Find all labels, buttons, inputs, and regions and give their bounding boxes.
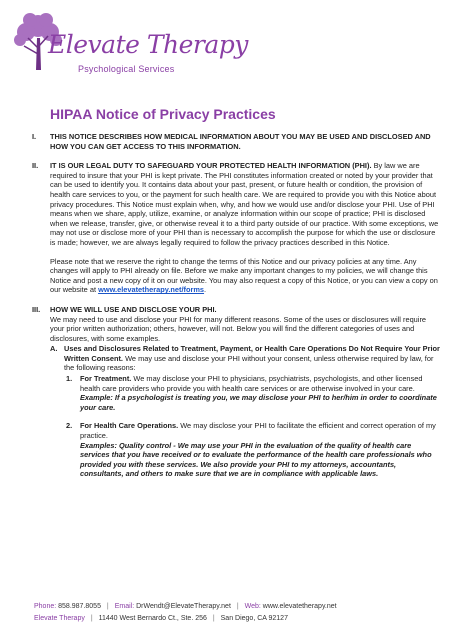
subsection-text: We may use and disclose your PHI without your consent, unless otherwise required by law, for the following reasons:: [64, 353, 434, 373]
section-number: III.: [32, 304, 41, 314]
footer-name: Elevate Therapy: [34, 615, 85, 622]
separator: |: [236, 603, 239, 610]
item-paragraph: [80, 421, 440, 440]
section-3: [30, 305, 440, 479]
list-item: [64, 421, 440, 479]
email-value[interactable]: DrWendt@ElevateTherapy.net: [136, 603, 231, 610]
section-heading: THIS NOTICE DESCRIBES HOW MEDICAL INFORMATION ABOUT YOU MAY BE USED AND DISCLOSED AND HOW YOU CAN GET ACCESS TO THIS INFORMATION.: [50, 132, 431, 151]
section-2: [30, 161, 440, 295]
email-label: Email:: [114, 603, 135, 610]
footer-address: 11440 West Bernardo Ct., Ste. 256: [98, 615, 207, 622]
subsection-heading: Uses and Disclosures Related to Treatment, Payment, or Health Care Operations Do Not Require Your Prior Written Consent.: [64, 344, 440, 363]
section-paragraph: [50, 161, 440, 247]
item-text: We may disclose your PHI to facilitate the efficient and correct operation of my practice.: [80, 421, 436, 441]
period: .: [204, 285, 207, 295]
page-footer: [34, 601, 337, 625]
section-number: I.: [32, 132, 37, 141]
web-label: Web:: [244, 603, 261, 610]
item-example: Example: If a psychologist is treating you, we may disclose your PHI to her/him in order to coordinate your care.: [80, 393, 437, 412]
phone-value: 858.987.8055: [58, 603, 101, 610]
list-item: [64, 374, 440, 412]
web-value[interactable]: www.elevatetherapy.net: [262, 603, 337, 610]
item-heading: For Treatment.: [80, 374, 132, 384]
document-body: [30, 132, 440, 489]
separator: |: [90, 615, 93, 622]
forms-link[interactable]: www.elevatetherapy.net/forms: [98, 285, 205, 295]
page-title: HIPAA Notice of Privacy Practices: [50, 106, 276, 122]
section-heading: HOW WE WILL USE AND DISCLOSE YOUR PHI.: [50, 304, 217, 314]
item-paragraph: [80, 374, 440, 393]
brand-logo: [8, 8, 248, 84]
item-text: We may disclose your PHI to physicians, psychiatrists, psychologists, and other licensed health care providers who provide you with health care services or are otherwise involved in your care.: [80, 374, 423, 393]
section-paragraph: [50, 257, 440, 295]
section-heading: IT IS OUR LEGAL DUTY TO SAFEGUARD YOUR PROTECTED HEALTH INFORMATION (PHI).: [50, 161, 372, 171]
section-number: II.: [32, 161, 39, 171]
separator: |: [106, 603, 109, 610]
brand-subtitle: Psychological Services: [78, 64, 175, 74]
footer-address-line: [34, 613, 337, 625]
item-label: 2.: [66, 421, 73, 431]
section-1: [30, 132, 440, 151]
section-text: Please note that we reserve the right to change the terms of this Notice and our privacy policies at any time. Any changes will apply to PHI already on file. Before we make any important changes to my policies, we will change this Notice and post a new copy of it on our website. You may also request a copy of this Notice, or you can view a copy on our website at: [50, 256, 438, 295]
subsection-label: A.: [50, 344, 58, 354]
section-text: By law we are required to insure that your PHI is kept private. The PHI constitutes information created or noted by your provider that can be used to identify you. It contains data about your past, present, or future health or condition, the provision of health care services to you, or the payment for such health care. We are required to provide you with this Notice about privacy procedures. This Notice must explain when, why, and how we would use and/or disclose your PHI. Use of PHI means when we share, apply, utilize, examine, or analyze information within our scope of practice; PHI is disclosed when we release, transfer, give, or otherwise reveal it to a third party outside of our practice. With some exceptions, we may not use or disclose more of your PHI than is necessary to accomplish the purpose for which the use or disclosure is made; however, we are always legally required to follow the privacy practices described in this Notice.: [50, 161, 439, 247]
phone-label: Phone:: [34, 603, 57, 610]
brand-name: Elevate Therapy: [48, 30, 248, 59]
footer-contact-line: [34, 601, 337, 613]
item-label: 1.: [66, 374, 73, 384]
item-example: Examples: Quality control - We may use your PHI in the evaluation of the quality of health care services that you have received or to evaluate the performance of the health care professionals who provided you with these services. We also provide your PHI to my attorneys, accountants, consultants, and others to make sure that we are in compliance with applicable laws.: [80, 440, 432, 479]
separator: |: [212, 615, 215, 622]
subsection-a: [50, 344, 440, 479]
subsection-paragraph: [64, 344, 440, 373]
item-heading: For Health Care Operations.: [80, 421, 179, 431]
section-text: We may need to use and disclose your PHI for many different reasons. Some of the uses or disclosures will require your prior written authorization; others, however, will not. Below you will find the different categories of uses and disclosures, with some examples.: [50, 314, 427, 343]
footer-city: San Diego, CA 92127: [220, 615, 288, 622]
